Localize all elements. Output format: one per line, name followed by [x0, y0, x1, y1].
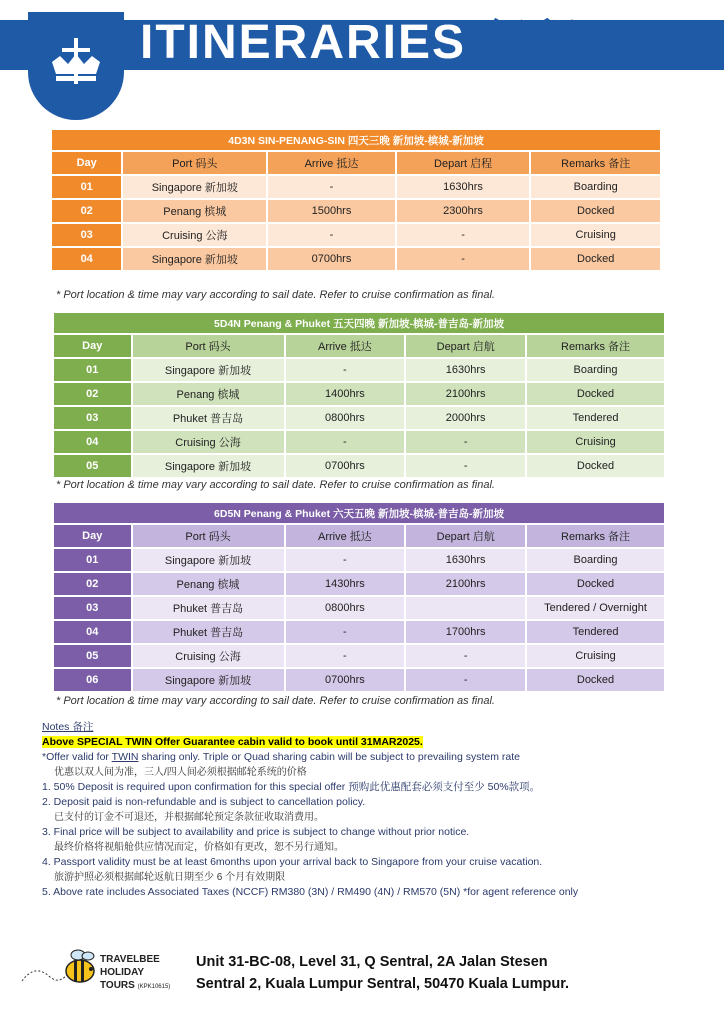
page-title: [140, 8, 581, 78]
note-item: 5. Above rate includes Associated Taxes (NCCF) RM380 (3N) / RM490 (4N) / RM570 (5N) *for agent reference only: [42, 886, 579, 898]
table-row: 01 Singapore 新加坡 - 1630hrs Boarding: [54, 359, 664, 381]
col-header-remarks: Remarks 备注: [527, 525, 664, 547]
notes-section: [42, 720, 682, 900]
table-row: 05 Cruising 公海 - - Cruising: [54, 645, 664, 667]
table-row: 02 Penang 槟城 1430hrs 2100hrs Docked: [54, 573, 664, 595]
notes-heading: Notes 备注: [42, 721, 94, 733]
offer-line-cn: 优惠以双人间为准，三人/四人间必须根据邮轮系统的价格: [54, 767, 307, 778]
note-item: 4. Passport validity must be at least 6months upon your arrival back to Singapore from your cruise vacation.: [42, 856, 543, 868]
table-row: 01 Singapore 新加坡 - 1630hrs Boarding: [52, 176, 660, 198]
license-number: (KPK10615): [137, 984, 171, 990]
crown-anchor-icon: [28, 32, 124, 97]
bee-logo-icon: [20, 943, 100, 993]
col-header-arrive: Arrive 抵达: [286, 525, 405, 547]
table-row: 04 Phuket 普吉岛 - 1700hrs Tendered: [54, 621, 664, 643]
title-en: ITINERARIES: [140, 16, 467, 69]
note-item: 2. Deposit paid is non-refundable and is subject to cancellation policy.: [42, 796, 366, 808]
itinerary-table-6d5n: [52, 501, 666, 693]
company-name: TRAVELBEE HOLIDAY TOURS (KPK10615): [100, 954, 171, 991]
table-title: 5D4N Penang & Phuket 五天四晚 新加坡-槟城-普吉岛-新加坡: [54, 313, 664, 333]
table-row: 02 Penang 槟城 1500hrs 2300hrs Docked: [52, 200, 660, 222]
cruise-logo: [28, 12, 124, 120]
page-header: [0, 0, 724, 125]
company-address: Unit 31-BC-08, Level 31, Q Sentral, 2A Jalan Stesen Sentral 2, Kuala Lumpur Sentral, 50470 Kuala Lumpur.: [196, 954, 570, 992]
offer-line: *Offer valid for TWIN sharing only. Triple or Quad sharing cabin will be subject to prevailing system rate: [42, 751, 520, 763]
note-item: 3. Final price will be subject to availability and price is subject to change without prior notice.: [42, 826, 470, 838]
table-row: 03 Phuket 普吉岛 0800hrs 2000hrs Tendered: [54, 407, 664, 429]
itinerary-table-4d3n: [50, 128, 662, 272]
col-header-arrive: Arrive 抵达: [286, 335, 405, 357]
table-row: 01 Singapore 新加坡 - 1630hrs Boarding: [54, 549, 664, 571]
table-footnote: * Port location & time may vary according to sail date. Refer to cruise confirmation as final.: [56, 289, 495, 301]
col-header-port: Port 码头: [133, 335, 284, 357]
col-header-port: Port 码头: [123, 152, 266, 174]
col-header-depart: Depart 启程: [397, 152, 530, 174]
col-header-day: Day: [54, 525, 131, 547]
table-footnote: * Port location & time may vary according to sail date. Refer to cruise confirmation as final.: [56, 695, 495, 707]
table-row: 05 Singapore 新加坡 0700hrs - Docked: [54, 455, 664, 477]
col-header-remarks: Remarks 备注: [527, 335, 664, 357]
col-header-depart: Depart 启航: [406, 335, 525, 357]
table-footnote: * Port location & time may vary according to sail date. Refer to cruise confirmation as final.: [56, 479, 495, 491]
col-header-port: Port 码头: [133, 525, 284, 547]
table-title: 6D5N Penang & Phuket 六天五晚 新加坡-槟城-普吉岛-新加坡: [54, 503, 664, 523]
note-item-cn: 最终价格将视船舱供应情况而定，价格如有更改，恕不另行通知。: [54, 842, 344, 853]
note-item-cn: 旅游护照必须根据邮轮返航日期至少 6 个月有效期限: [54, 872, 286, 883]
note-item: 1. 50% Deposit is required upon confirmation for this special offer 预购此优惠配套必须支付至少 50%款项。: [42, 781, 541, 793]
page-footer: [0, 935, 724, 1015]
col-header-depart: Depart 启航: [406, 525, 525, 547]
title-cn: 行程: [481, 16, 582, 69]
col-header-day: Day: [52, 152, 121, 174]
col-header-day: Day: [54, 335, 131, 357]
col-header-arrive: Arrive 抵达: [268, 152, 395, 174]
itinerary-table-5d4n: [52, 311, 666, 479]
table-row: 03 Phuket 普吉岛 0800hrs Tendered / Overnight: [54, 597, 664, 619]
table-row: 04 Cruising 公海 - - Cruising: [54, 431, 664, 453]
note-item-cn: 已支付的订金不可退还，并根据邮轮预定条款征收取消费用。: [54, 812, 324, 823]
table-row: 02 Penang 槟城 1400hrs 2100hrs Docked: [54, 383, 664, 405]
table-row: 04 Singapore 新加坡 0700hrs - Docked: [52, 248, 660, 270]
table-row: 06 Singapore 新加坡 0700hrs - Docked: [54, 669, 664, 691]
offer-highlight: Above SPECIAL TWIN Offer Guarantee cabin valid to book until 31MAR2025.: [42, 736, 423, 748]
col-header-remarks: Remarks 备注: [531, 152, 660, 174]
table-title: 4D3N SIN-PENANG-SIN 四天三晚 新加坡-槟城-新加坡: [52, 130, 660, 150]
table-row: 03 Cruising 公海 - - Cruising: [52, 224, 660, 246]
